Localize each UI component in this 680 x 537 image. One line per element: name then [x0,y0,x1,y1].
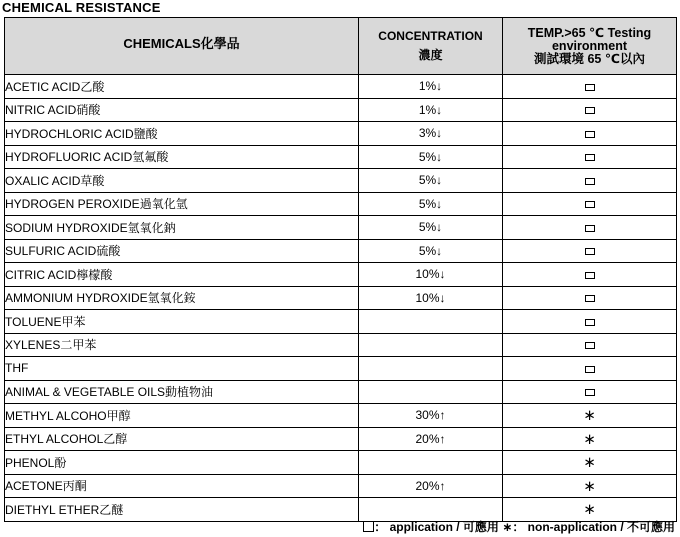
header-concentration-en: CONCENTRATION [378,29,483,43]
application-box-icon [585,107,595,114]
concentration-cell [359,451,503,475]
application-box-icon [585,225,595,232]
resistance-mark-cell [503,239,677,263]
table-row [5,404,677,428]
chemical-name-cell: AMMONIUM HYDROXIDE氫氧化銨 [5,286,359,310]
chemical-name-cell: ACETIC ACID乙酸 [5,75,359,99]
table-row [5,357,677,381]
chemical-name-cell: PHENOL酚 [5,451,359,475]
resistance-mark-cell [503,75,677,99]
chemical-name-cell: ANIMAL & VEGETABLE OILS動植物油 [5,380,359,404]
resistance-mark-cell [503,380,677,404]
table-row [5,263,677,287]
non-application-star-icon: ∗ [583,501,596,519]
resistance-mark-cell [503,286,677,310]
concentration-cell [359,333,503,357]
chemical-name-cell: ETHYL ALCOHOL乙醇 [5,427,359,451]
concentration-cell: 5%↓ [359,216,503,240]
table-row [5,98,677,122]
application-box-icon [585,272,595,279]
chemical-name-cell: HYDROGEN PEROXIDE過氧化氫 [5,192,359,216]
legend-non-application-text: ： non-application / 不可應用 [512,520,675,534]
concentration-cell: 3%↓ [359,122,503,146]
table-row [5,192,677,216]
chemical-name-cell: SULFURIC ACID硫酸 [5,239,359,263]
application-box-icon [585,248,595,255]
resistance-mark-cell [503,122,677,146]
concentration-cell: 1%↓ [359,98,503,122]
table-row [5,451,677,475]
table-row [5,122,677,146]
table-row [5,239,677,263]
chemical-name-cell: NITRIC ACID硝酸 [5,98,359,122]
application-box-icon [585,154,595,161]
legend-application-text: ： application / 可應用 [374,520,499,534]
chemical-name-cell: DIETHYL ETHER乙醚 [5,498,359,522]
table-row [5,145,677,169]
application-box-icon [585,319,595,326]
non-application-star-icon: ∗ [583,477,596,495]
resistance-mark-cell [503,474,677,498]
header-temperature [503,18,677,75]
legend-star-icon: ∗ [502,520,513,534]
table-row [5,333,677,357]
resistance-mark-cell [503,451,677,475]
chemical-name-cell: THF [5,357,359,381]
resistance-mark-cell [503,404,677,428]
chemical-name-cell: ACETONE丙酮 [5,474,359,498]
non-application-star-icon: ∗ [583,454,596,472]
concentration-cell: 30%↑ [359,404,503,428]
table-row [5,75,677,99]
table-row [5,169,677,193]
concentration-cell: 10%↓ [359,263,503,287]
chemical-name-cell: SODIUM HYDROXIDE氫氧化鈉 [5,216,359,240]
resistance-mark-cell [503,333,677,357]
concentration-cell: 20%↑ [359,427,503,451]
application-box-icon [585,131,595,138]
application-box-icon [585,295,595,302]
table-row [5,427,677,451]
non-application-star-icon: ∗ [583,407,596,425]
table-row [5,380,677,404]
concentration-cell: 20%↑ [359,474,503,498]
application-box-icon [585,342,595,349]
legend [363,518,675,535]
concentration-cell: 10%↓ [359,286,503,310]
resistance-mark-cell [503,145,677,169]
chemical-name-cell: OXALIC ACID草酸 [5,169,359,193]
table-row [5,310,677,334]
application-box-icon [585,366,595,373]
table-header-row [5,18,677,75]
application-box-icon [585,201,595,208]
legend-application-box-icon [363,521,374,532]
chemical-name-cell: HYDROCHLORIC ACID鹽酸 [5,122,359,146]
concentration-cell: 5%↓ [359,169,503,193]
concentration-cell: 5%↓ [359,239,503,263]
header-concentration-zh: 濃度 [418,48,443,62]
chemical-name-cell: CITRIC ACID檸檬酸 [5,263,359,287]
header-temp-line2: environment [551,38,627,53]
concentration-cell: 5%↓ [359,145,503,169]
resistance-mark-cell [503,216,677,240]
non-application-star-icon: ∗ [583,430,596,448]
application-box-icon [585,178,595,185]
table-row [5,286,677,310]
resistance-mark-cell [503,310,677,334]
resistance-mark-cell [503,169,677,193]
concentration-cell: 5%↓ [359,192,503,216]
chemical-name-cell: HYDROFLUORIC ACID氫氟酸 [5,145,359,169]
header-concentration [359,18,503,75]
header-chemicals: CHEMICALS化學品 [5,18,359,75]
concentration-cell [359,310,503,334]
table-body [5,75,677,522]
header-temp-line3: 測試環境 65 ℃以內 [534,51,645,66]
application-box-icon [585,389,595,396]
chemical-name-cell: XYLENES二甲苯 [5,333,359,357]
concentration-cell [359,357,503,381]
chemical-resistance-table [4,17,677,522]
concentration-cell: 1%↓ [359,75,503,99]
resistance-mark-cell [503,98,677,122]
resistance-mark-cell [503,263,677,287]
document-title: CHEMICAL RESISTANCE [2,0,161,15]
concentration-cell [359,380,503,404]
resistance-mark-cell [503,427,677,451]
table-row [5,474,677,498]
resistance-mark-cell [503,357,677,381]
application-box-icon [585,84,595,91]
resistance-mark-cell [503,192,677,216]
table-row [5,216,677,240]
chemical-name-cell: METHYL ALCOHO甲醇 [5,404,359,428]
chemical-name-cell: TOLUENE甲苯 [5,310,359,334]
header-temp-line1: TEMP.>65 ℃ Testing [527,25,652,40]
